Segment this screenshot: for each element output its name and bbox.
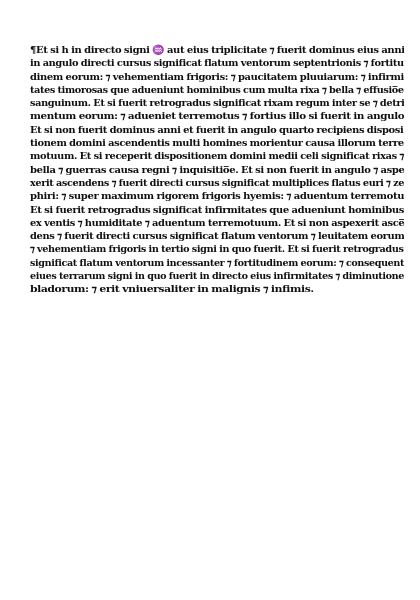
text-line-2: in angulo directi cursus significat flatum ventorum septentrionis ⁊ fortitu xyxy=(30,58,404,70)
text-line-15: dens ⁊ fuerit directi cursus significat flatum ventorum ⁊ leuitatem eorum xyxy=(30,231,405,243)
text-line-8: tionem domini ascendentis multi homines morientur causa illorum terre xyxy=(30,138,404,150)
text-line-10: bella ⁊ guerras causa regni ⁊ inquisitio̅e. Et si non fuerit in angulo ⁊ aspe xyxy=(30,164,405,176)
text-line-18: eiues terrarum signi in quo fuerit in directo eius infirmitates ⁊ diminutione xyxy=(30,271,405,283)
text-line-9: motuum. Et si receperit dispositionem domini medii celi significat rixas ⁊ xyxy=(30,151,404,163)
text-line-6: mentum eorum: ⁊ adueniet terremotus ⁊ fortius illo si fuerit in angulo xyxy=(30,111,404,123)
text-line-16: ⁊ vehementiam frigoris in tertio signi in quo fuerit. Et si fuerit retrogradus xyxy=(30,244,404,256)
text-line-7: Et si non fuerit dominus anni et fuerit in angulo quarto recipiens disposi xyxy=(30,124,404,136)
text-line-13: Et si fuerit retrogradus significat infirmitates que adueniunt hominibus xyxy=(30,204,404,216)
body-text xyxy=(30,44,404,297)
text-line-12: phiri: ⁊ super maximum rigorem frigoris hyemis: ⁊ aduentum terremotu xyxy=(30,191,405,203)
text-line-11: xerit ascendens ⁊ fuerit directi cursus significat multiplices flatus euri ⁊ ze xyxy=(30,177,404,189)
text-line-1: ¶Et si h in directo signi ♒ aut eius triplicitate ⁊ fuerit dominus eius anni xyxy=(30,45,405,56)
text-line-19: bladorum: ⁊ erit vniuersaliter in malignis ⁊ infimis. xyxy=(30,284,314,296)
text-line-3: dinem eorum: ⁊ vehementiam frigoris: ⁊ paucitatem pluuiarum: ⁊ infirmi xyxy=(30,71,404,83)
text-line-14: ex ventis ⁊ humiditate ⁊ aduentum terremotuum. Et si non aspexerit asce̅ xyxy=(30,217,405,229)
text-line-4: tates timorosas que adueniunt hominibus cum multa rixa ⁊ bella ⁊ effusio̅e xyxy=(30,84,404,96)
text-line-5: sanguinum. Et si fuerit retrogradus significat rixam regum inter se ⁊ detri xyxy=(30,98,405,110)
text-line-17: significat flatum ventorum incessanter ⁊ fortitudinem eorum: ⁊ consequent xyxy=(30,257,404,269)
